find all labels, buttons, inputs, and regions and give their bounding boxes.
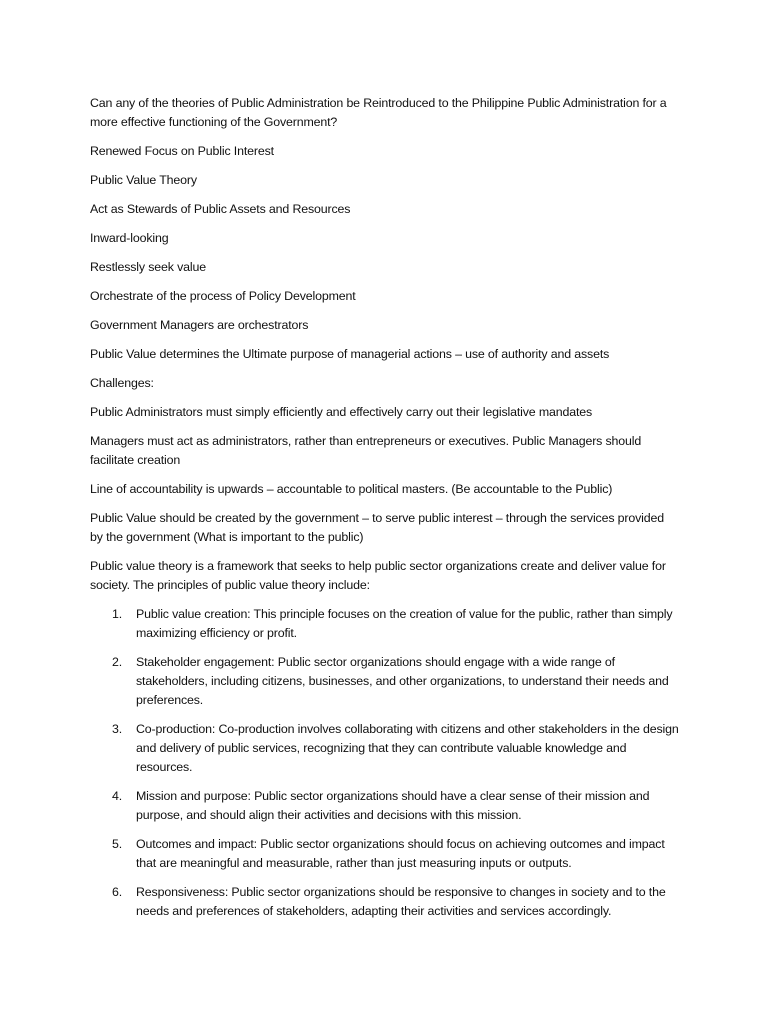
list-number: 2. — [112, 655, 123, 669]
document-page — [90, 94, 680, 931]
list-number: 1. — [112, 607, 123, 621]
paragraph-legislative-mandates: Public Administrators must simply efficiently and effectively carry out their legislative mandates — [90, 405, 593, 419]
list-number: 3. — [112, 722, 123, 736]
paragraph-orchestrate: Orchestrate of the process of Policy Development — [90, 289, 356, 303]
list-text: Responsiveness: Public sector organizations should be responsive to changes in society and to the needs and preferences of stakeholders, adapting their activities and services accordingly. — [136, 885, 666, 918]
list-item — [90, 653, 680, 710]
list-item — [90, 883, 680, 921]
list-item — [90, 720, 680, 777]
paragraph-framework-intro: Public value theory is a framework that seeks to help public sector organizations create and deliver value for society. The principles of public value theory include: — [90, 559, 666, 592]
paragraph-challenges-heading: Challenges: — [90, 376, 154, 390]
list-number: 4. — [112, 789, 123, 803]
list-item — [90, 835, 680, 873]
list-item — [90, 787, 680, 825]
list-item — [90, 605, 680, 643]
list-text: Public value creation: This principle focuses on the creation of value for the public, rather than simply maximizing efficiency or profit. — [136, 607, 673, 640]
list-number: 5. — [112, 837, 123, 851]
paragraph-ultimate-purpose: Public Value determines the Ultimate purpose of managerial actions – use of authority and assets — [90, 347, 610, 361]
list-text: Outcomes and impact: Public sector organizations should focus on achieving outcomes and impact that are meaningful and measurable, rather than just measuring inputs or outputs. — [136, 837, 665, 870]
paragraph-inward-looking: Inward-looking — [90, 231, 169, 245]
list-text: Mission and purpose: Public sector organizations should have a clear sense of their mission and purpose, and should align their activities and decisions with this mission. — [136, 789, 650, 822]
question-paragraph: Can any of the theories of Public Administration be Reintroduced to the Philippine Public Administration for a more effective functioning of the Government? — [90, 96, 667, 129]
paragraph-stewards: Act as Stewards of Public Assets and Resources — [90, 202, 351, 216]
list-text: Stakeholder engagement: Public sector organizations should engage with a wide range of stakeholders, including citizens, businesses, and other organizations, to understand their needs and preferences. — [136, 655, 669, 707]
paragraph-managers-administrators: Managers must act as administrators, rather than entrepreneurs or executives. Public Managers should facilitate creation — [90, 434, 642, 467]
paragraph-renewed-focus: Renewed Focus on Public Interest — [90, 144, 274, 158]
paragraph-orchestrators: Government Managers are orchestrators — [90, 318, 309, 332]
list-number: 6. — [112, 885, 123, 899]
paragraph-public-value-theory: Public Value Theory — [90, 173, 197, 187]
list-text: Co-production: Co-production involves collaborating with citizens and other stakeholders in the design and delivery of public services, recognizing that they can contribute valuable knowledge and resources. — [136, 722, 679, 774]
paragraph-public-value-created: Public Value should be created by the government – to serve public interest – through the services provided by the government (What is important to the public) — [90, 511, 664, 544]
paragraph-seek-value: Restlessly seek value — [90, 260, 206, 274]
paragraph-accountability: Line of accountability is upwards – accountable to political masters. (Be accountable to the Public) — [90, 482, 613, 496]
principles-list — [90, 605, 680, 921]
